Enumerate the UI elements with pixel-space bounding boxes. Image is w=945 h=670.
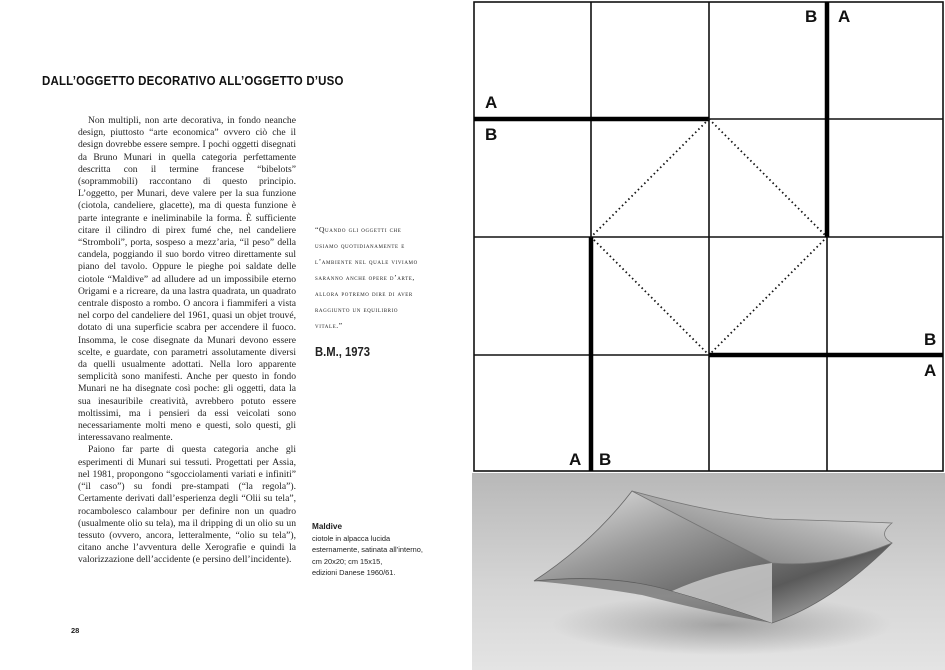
label-a-left: A <box>485 93 498 112</box>
label-a-top: A <box>838 7 851 26</box>
quote-author: B.M., 1973 <box>315 345 371 359</box>
label-a-bottom: A <box>569 450 582 469</box>
body-text <box>78 115 296 567</box>
caption-line: ciotole in alpacca lucida <box>312 533 391 543</box>
label-b-top: B <box>805 7 818 26</box>
page-number: 28 <box>71 626 80 635</box>
photo-caption <box>312 521 462 579</box>
body-paragraph-2: Paiono far parte di questa categoria anche gli esperimenti di Munari sui tessuti. Progettati per Assia, nel 1981, propongono “sgocciolamenti variati e infiniti” (“il caso”) su fondi pre-stampati (“la regola”). Certamente derivati dall’esperienza degli “Olii su tela”, rocambolesco calambour per definire non un quadro (usualmente olio su tela), ma il dripping di un olio su un tessuto (ovvero, ancora, letteralmente, “olio su tela”), citano anche l’avventura delle Xerografie e quindi la valorizzazione dell’accidente (e persino dell’incidente). <box>78 444 296 566</box>
caption-line: edizioni Danese 1960/61. <box>312 568 396 577</box>
caption-line: cm 20x20; cm 15x15, <box>312 556 383 566</box>
right-page <box>472 0 945 670</box>
caption-line: esternamente, satinata all’interno, <box>312 545 423 554</box>
maldive-bowl-photo <box>472 473 945 670</box>
label-b-right: B <box>924 330 937 349</box>
section-heading: DALL’OGGETTO DECORATIVO ALL’OGGETTO D’USO <box>42 74 344 88</box>
pull-quote: “Quando gli oggetti che usiamo quotidianamente e l’ambiente nel quale viviamo saranno anche opere d’arte, allora potremo dire di aver raggiunto un equilibrio vitale.” <box>315 225 418 330</box>
caption-title: Maldive <box>312 522 343 531</box>
label-b-bottom: B <box>599 450 612 469</box>
folding-diagram <box>472 0 945 473</box>
left-page <box>0 0 472 670</box>
label-b-left: B <box>485 125 498 144</box>
body-paragraph-1: Non multipli, non arte decorativa, in fondo neanche design, piuttosto “arte economica” ovvero ciò che il design dovrebbe essere sempre. I pochi oggetti disegnati da Bruno Munari in quella categoria perfettamente descritta con il termine francese “bibelots” (soprammobili) raccontano di questo principio. L’oggetto, per Munari, deve valere per la sua funzione (ciotola, candeliere, glacette), ma di questa funzione è parte integrante e ineliminabile la forma. È sufficiente citare il cilindro di pirex fumé che, nel candeliere “Stromboli”, porta, sospeso a mezz’aria, “il peso” della candela, poggiando il suo bordo vitreo direttamente sul piano del tavolo. Oppure le pieghe poi saldate delle ciotole “Maldive” ad alludere ad un impossibile eterno Origami e a ricreare, da una lastra quadrata, un quadrato centrale disposto a rombo. O ancora i fiammiferi a vista nel corpo del candeliere del 1961, quasi un objet trouvé, dotato di una superficie scabra per accendere il fuoco. Insomma, le cose disegnate da Munari devono essere scelte, e guardate, con parametri assolutamente diversi da quelli usualmente adottati. Nella loro apparente semplicità sono manifesti. Anche per questo in fondo Munari ne ha disegnate così poche: gli oggetti, data la sua inesauribile creatività, avrebbero potuto essere moltissimi, ma i pensieri da essi veicolati sono necessariamente molti meno e questi, solo questi, gli interessavano realmente. <box>78 115 296 444</box>
label-a-right: A <box>924 361 937 380</box>
